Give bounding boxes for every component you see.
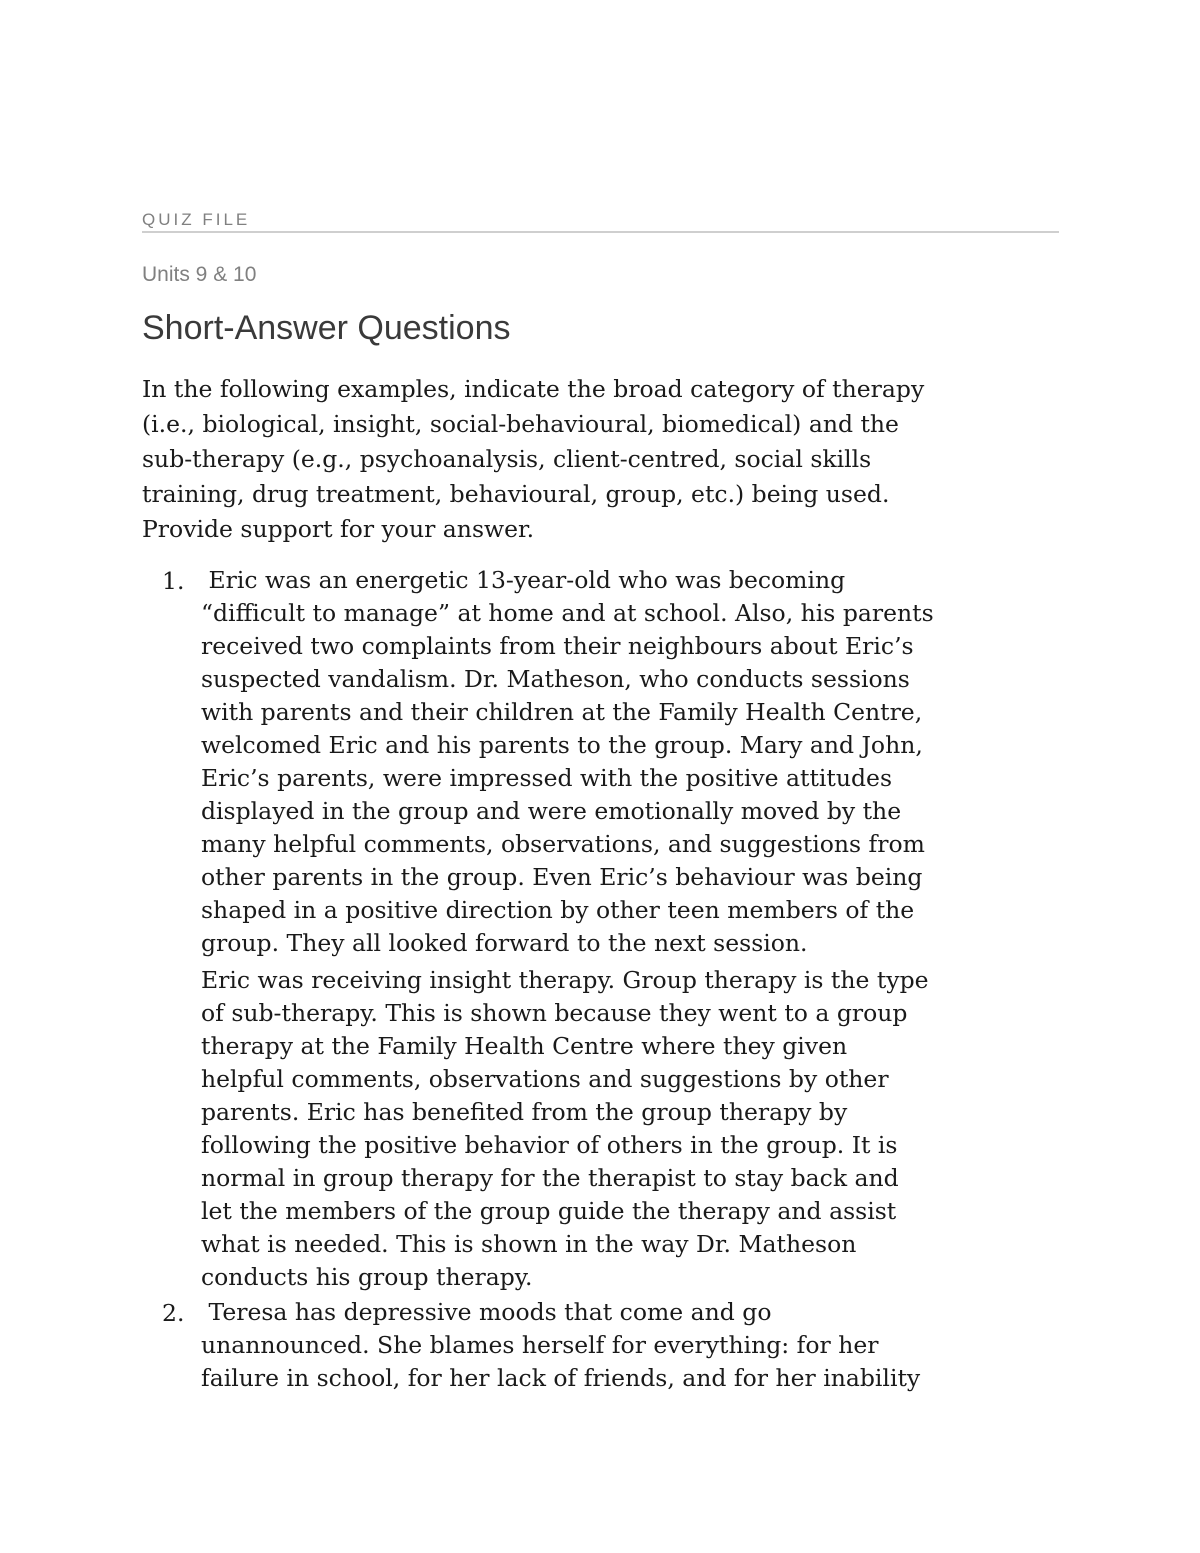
question-text: [201, 564, 1059, 960]
question-number: 1.: [162, 567, 185, 595]
answer-line: of sub-therapy. This is shown because they went to a group: [201, 999, 908, 1027]
question-item-1: [142, 564, 1059, 1294]
question-number: 2.: [162, 1299, 185, 1327]
answer-line: conducts his group therapy.: [201, 1263, 533, 1291]
question-line: many helpful comments, observations, and suggestions from: [201, 830, 925, 858]
question-line: suspected vandalism. Dr. Matheson, who conducts sessions: [201, 665, 910, 693]
instructions-line: (i.e., biological, insight, social-behavioural, biomedical) and the: [142, 410, 899, 438]
answer-text: [201, 964, 1059, 1294]
question-line: Teresa has depressive moods that come and go: [201, 1298, 772, 1326]
question-line: failure in school, for her lack of friends, and for her inability: [201, 1364, 921, 1392]
question-item-2: [142, 1296, 1059, 1395]
question-line: welcomed Eric and his parents to the group. Mary and John,: [201, 731, 923, 759]
question-line: other parents in the group. Even Eric’s behaviour was being: [201, 863, 923, 891]
question-line: Eric’s parents, were impressed with the positive attitudes: [201, 764, 893, 792]
question-line: received two complaints from their neighbours about Eric’s: [201, 632, 914, 660]
answer-line: parents. Eric has benefited from the group therapy by: [201, 1098, 848, 1126]
instructions-line: Provide support for your answer.: [142, 515, 535, 543]
instructions-paragraph: [142, 372, 1059, 547]
answer-line: therapy at the Family Health Centre where they given: [201, 1032, 848, 1060]
answer-line: let the members of the group guide the therapy and assist: [201, 1197, 897, 1225]
answer-line: Eric was receiving insight therapy. Group therapy is the type: [201, 966, 929, 994]
question-line: shaped in a positive direction by other teen members of the: [201, 896, 915, 924]
instructions-line: training, drug treatment, behavioural, group, etc.) being used.: [142, 480, 890, 508]
question-text: [201, 1296, 1059, 1395]
question-line: “difficult to manage” at home and at school. Also, his parents: [201, 599, 934, 627]
answer-line: following the positive behavior of others in the group. It is: [201, 1131, 898, 1159]
question-list: [142, 564, 1059, 1395]
question-line: unannounced. She blames herself for everything: for her: [201, 1331, 879, 1359]
units-subtitle: Units 9 & 10: [142, 263, 257, 286]
answer-line: normal in group therapy for the therapist to stay back and: [201, 1164, 899, 1192]
answer-line: what is needed. This is shown in the way Dr. Matheson: [201, 1230, 857, 1258]
question-line: group. They all looked forward to the next session.: [201, 929, 808, 957]
page-title: Short-Answer Questions: [142, 309, 511, 347]
question-line: displayed in the group and were emotionally moved by the: [201, 797, 902, 825]
header-divider: [142, 231, 1059, 233]
instructions-line: In the following examples, indicate the broad category of therapy: [142, 375, 925, 403]
header-label: QUIZ FILE: [142, 210, 251, 229]
question-line: Eric was an energetic 13-year-old who was becoming: [201, 566, 846, 594]
question-line: with parents and their children at the Family Health Centre,: [201, 698, 923, 726]
answer-line: helpful comments, observations and suggestions by other: [201, 1065, 889, 1093]
instructions-line: sub-therapy (e.g., psychoanalysis, client-centred, social skills: [142, 445, 872, 473]
